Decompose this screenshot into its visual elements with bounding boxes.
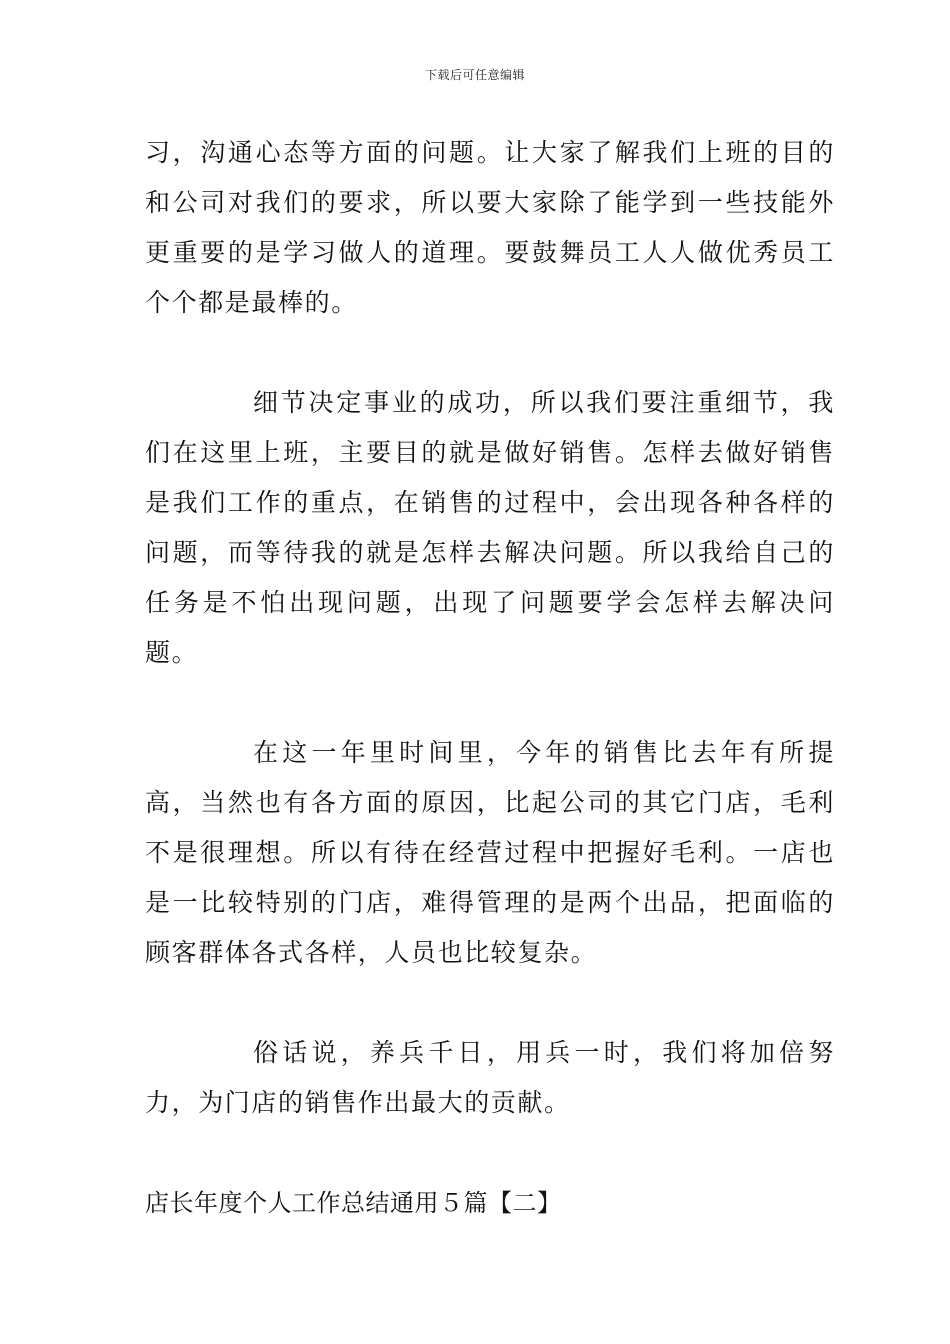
section-heading: 店长年度个人工作总结通用５篇【二】	[145, 1189, 562, 1217]
paragraph-1: 习，沟通心态等方面的问题。让大家了解我们上班的目的和公司对我们的要求，所以要大家除了能学到一些技能外更重要的是学习做人的道理。要鼓舞员工人人做优秀员工个个都是最棒的。	[145, 138, 835, 317]
paragraph-gap	[145, 678, 835, 728]
page-header: 下载后可任意编辑	[424, 68, 525, 82]
paragraph-4: 俗话说，养兵千日，用兵一时，我们将加倍努力，为门店的销售作出最大的贡献。	[145, 1038, 835, 1117]
paragraph-gap	[145, 978, 835, 1028]
paragraph-gap	[145, 328, 835, 378]
document-body	[145, 128, 835, 1228]
paragraph-2: 细节决定事业的成功，所以我们要注重细节，我们在这里上班，主要目的就是做好销售。怎样去做好销售是我们工作的重点，在销售的过程中，会出现各种各样的问题，而等待我的就是怎样去解决问题。所以我给自己的任务是不怕出现问题，出现了问题要学会怎样去解决问题。	[145, 388, 835, 667]
paragraph-gap	[145, 1128, 835, 1178]
paragraph-3: 在这一年里时间里，今年的销售比去年有所提高，当然也有各方面的原因，比起公司的其它门店，毛利不是很理想。所以有待在经营过程中把握好毛利。一店也是一比较特别的门店，难得管理的是两个出品，把面临的顾客群体各式各样，人员也比较复杂。	[145, 738, 835, 967]
